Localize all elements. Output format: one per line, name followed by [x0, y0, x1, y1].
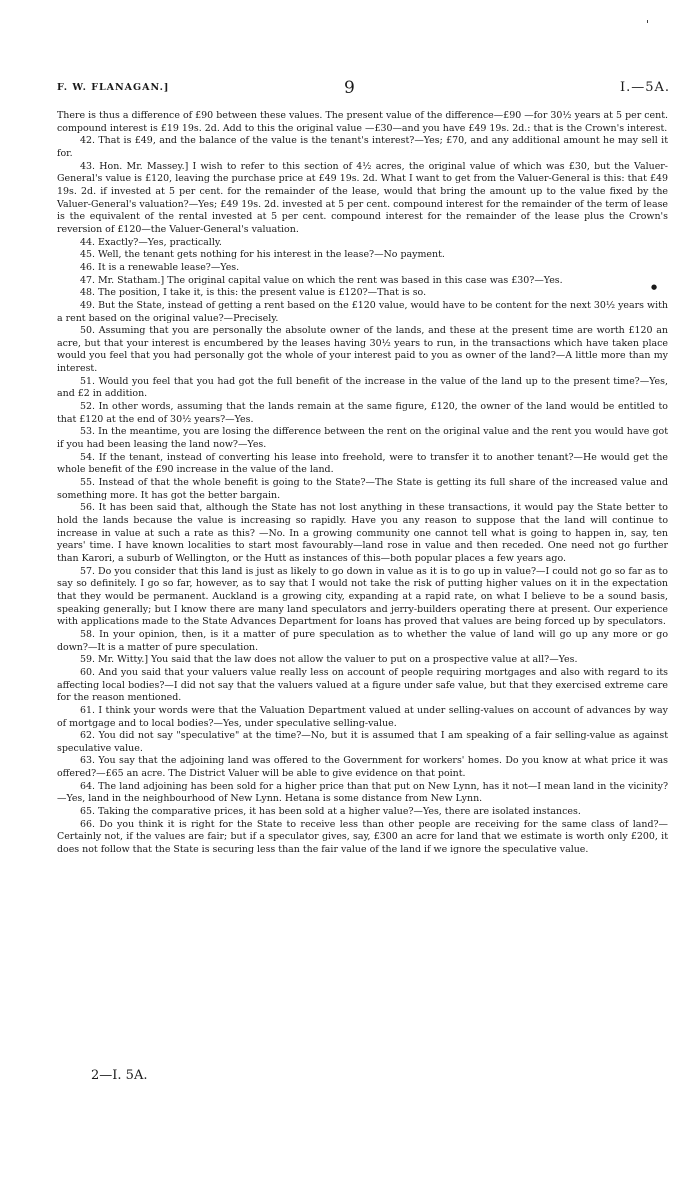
- document-body: [57, 110, 668, 857]
- testimony-paragraph: 57. Do you consider that this land is just as likely to go down in value as it is to go up in value?—I could not go so far as to say so definitely. I go so far, however, as to say that I would not take the risk of putting higher values on it in the expectation that they would be permanent. Auckland is a growing city, expanding at a rapid rate, on what I believe to be a sound basis, speaking generally; but I know there are many land speculators and jerry-builders operating there at present. Our experience with applications made to the State Advances Department for loans has proved that values are being forced up by speculators.: [57, 565, 668, 628]
- testimony-paragraph: 64. The land adjoining has been sold for a higher price than that put on New Lynn, has it not—I mean land in the vicinity?—Yes, land in the neighbourhood of New Lynn. Hetana is some distance from New Lynn.: [57, 780, 668, 805]
- testimony-paragraph: 47. Mr. Statham.] The original capital value on which the rent was based in this case was £30?—Yes.: [80, 274, 563, 286]
- testimony-paragraph: 66. Do you think it is right for the State to receive less than other people are receiving for the same class of land?—Certainly not, if the values are fair; but if a speculator gives, say, £300 an acre for land that we estimate is worth only £200, it does not follow that the State is securing less than the fair value of the land if we ignore the speculative value.: [57, 818, 668, 856]
- testimony-paragraph: 49. But the State, instead of getting a rent based on the £120 value, would have to be content for the next 30½ years with a rent based on the original value?—Precisely.: [57, 299, 668, 324]
- testimony-paragraph: 50. Assuming that you are personally the absolute owner of the lands, and these at the present time are worth £120 an acre, but that your interest is encumbered by the leases having 30½ years to run, in the transactions which have taken place would you feel that you had personally got the whole of your interest paid to you as owner of the land?—A little more than my interest.: [57, 325, 668, 375]
- testimony-paragraph: 42. That is £49, and the balance of the value is the tenant's interest?—Yes; £70, and any additional amount he may sell it for.: [57, 135, 668, 159]
- testimony-paragraph: 48. The position, I take it, is this: the present value is £120?—That is so.: [80, 287, 427, 299]
- testimony-paragraph: There is thus a difference of £90 between these values. The present value of the difference—£90 —for 30½ years at 5 per cent. compound interest is £19 19s. 2d. Add to this the original value —£30—and you have £49 19s. 2d.: that is the Crown's interest.: [57, 110, 668, 134]
- header-paper-reference: I.—5A.: [619, 80, 670, 95]
- testimony-paragraph: 55. Instead of that the whole benefit is going to the State?—The State is getting its full share of the increased value and something more. It has got the better bargain.: [57, 477, 668, 501]
- testimony-paragraph: 45. Well, the tenant gets nothing for his interest in the lease?—No payment.: [80, 249, 445, 261]
- header-witness-name: F. W. FLANAGAN.]: [57, 82, 170, 93]
- testimony-paragraph: 46. It is a renewable lease?—Yes.: [80, 261, 240, 273]
- testimony-paragraph: 65. Taking the comparative prices, it has been sold at a higher value?—Yes, there are isolated instances.: [80, 806, 581, 818]
- testimony-paragraph: 61. I think your words were that the Valuation Department valued at under selling-values on account of advances by way of mortgage and to local bodies?—Yes, under speculative selling-value.: [57, 704, 668, 729]
- testimony-paragraph: 53. In the meantime, you are losing the difference between the rent on the original value and the rent you would have got if you had been leasing the land now?—Yes.: [57, 426, 668, 451]
- testimony-paragraph: 59. Mr. Witty.] You said that the law does not allow the valuer to put on a prospective value at all?—Yes.: [80, 654, 578, 666]
- margin-dot-icon: ●: [651, 283, 658, 291]
- footer-signature-mark: 2—I. 5A.: [91, 1068, 148, 1083]
- testimony-paragraph: 63. You say that the adjoining land was offered to the Government for workers' homes. Do you know at what price it was offered?—£65 an acre. The District Valuer will be able to give evidence on that point.: [57, 755, 668, 780]
- testimony-paragraph: 52. In other words, assuming that the lands remain at the same figure, £120, the owner of the land would be entitled to that £120 at the end of 30½ years?—Yes.: [57, 401, 668, 425]
- page-header: [57, 80, 670, 98]
- testimony-paragraph: 62. You did not say "speculative" at the time?—No, but it is assumed that I am speaking of a fair selling-value as against speculative value.: [57, 730, 668, 754]
- testimony-paragraph: 51. Would you feel that you had got the full benefit of the increase in the value of the land up to the present time?—Yes, and £2 in addition.: [57, 375, 668, 400]
- testimony-paragraph: 54. If the tenant, instead of converting his lease into freehold, were to transfer it to another tenant?—He would get the whole benefit of the £90 increase in the value of the land.: [57, 451, 668, 476]
- testimony-paragraph: 44. Exactly?—Yes, practically.: [80, 236, 222, 248]
- page-number: 9: [344, 78, 355, 98]
- testimony-paragraph: 56. It has been said that, although the State has not lost anything in these transactions, it would pay the State better to hold the lands because the value is increasing so rapidly. Have you any reason to suppose that the land will continue to increase in value at such a rate as this? —No. In a growing community one cannot tell what is going to happen in, say, ten years' time. I have known localities to start most favourably—land rose in value and then receded. One need not go further than Karori, a suburb of Wellington, or the Hutt as instances of this—both popular places a few years ago.: [57, 502, 668, 564]
- page-corner-mark: ': [645, 18, 649, 31]
- testimony-paragraph: 43. Hon. Mr. Massey.] I wish to refer to this section of 4½ acres, the original value of which was £30, but the Valuer-General's value is £120, leaving the purchase price at £49 19s. 2d. What I want to get from the Valuer-General is this: that £49 19s. 2d. if invested at 5 per cent. for the remainder of the lease, would that bring the amount up to the value fixed by the Valuer-General's valuation?—Yes; £49 19s. 2d. invested at 5 per cent. compound interest for the remainder of the term of lease is the equivalent of the rental invested at 5 per cent. compound interest for the remainder of the lease plus the Crown's reversion of £120—the Valuer-General's valuation.: [57, 160, 668, 235]
- testimony-paragraph: 58. In your opinion, then, is it a matter of pure speculation as to whether the value of land will go up any more or go down?—It is a matter of pure speculation.: [57, 628, 668, 653]
- testimony-paragraph: 60. And you said that your valuers value really less on account of people requiring mortgages and also with regard to its affecting local bodies?—I did not say that the valuers valued at a figure under safe value, but that they exercised extreme care for the reason mentioned.: [57, 666, 668, 704]
